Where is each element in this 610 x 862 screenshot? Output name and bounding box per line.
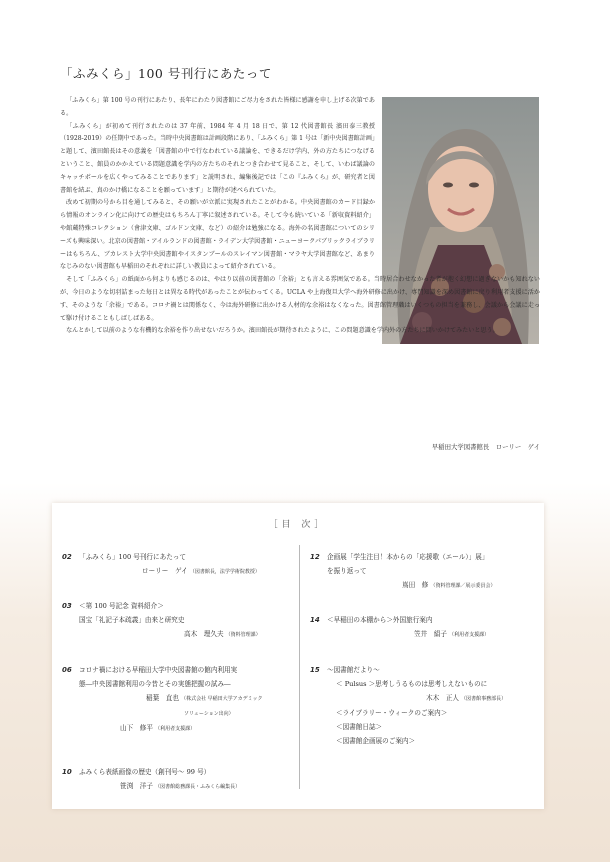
entry-role: （資料管理課／展示委員会） [430,583,496,589]
entry-title: ＜第 100 号記念 資料紹介＞ [79,602,164,610]
entry-author: 嶌田 修 [402,581,429,589]
toc-heading: ［目 次］ [268,520,328,530]
entry-role: ソリューション出向） [184,711,234,717]
toc-entry[interactable] [62,663,292,736]
page-number: 14 [310,616,320,624]
toc-entry[interactable] [62,599,292,642]
toc-entry[interactable] [62,765,292,794]
page-number: 12 [310,553,320,561]
entry-role: （株式会社 早稲田大学アカデミック [181,696,263,702]
page-number: 15 [310,666,320,674]
toc-divider [299,545,300,789]
entry-title: 態―中央図書館利用の今昔とその実態把握の試み― [79,680,231,688]
entry-title: ＜早稲田の本棚から＞外国旅行案内 [327,616,433,624]
entry-author: 高木 理久夫 [184,630,224,638]
entry-title: 国宝「礼記子本疏義」由来と研究史 [79,616,185,624]
entry-role: （図書館事務部長） [461,696,507,702]
toc-entry[interactable] [310,550,540,593]
entry-author: 笹渕 洋子 [120,782,153,790]
paragraph: なんとかして以前のような有機的な余裕を作り出せないだろうか。濱田館長が期待されたように、この問題意識を学内外の方たちに問いかけてみたいと思う。 [66,327,499,335]
toc-entry[interactable] [310,663,540,748]
article-body [60,95,540,338]
page-number: 06 [62,666,72,674]
paragraph: 改めて初期の号から目を通してみると、その願いが立派に実現されたことがわかる。中央図書館のカード目録から情報のオンライン化に向けての歴史はもちろん丁寧に叙述されている。そして今も続いている「新収資料紹介」や館蔵特殊コレクション（會津文庫、ゴルドン文庫、など）の紹介は勉強になる。海外の名図書館についてのシリーズも興味深い。北京の図書館・アイルランドの図書館・ライデン大学図書館・ニューヨークパブリックライブラリーはもちろん、ブカレスト大学中央図書館やイスタンブールのスレイマン図書館・マラヤ大学図書館など、あまりなじみのない図書館も早稲田のそれぞれに詳しい教員によって紹介されている。 [60,199,375,271]
paragraph: そして「ふみくら」の紙面から何よりも感じるのは、やはり以前の図書館の「余裕」とも言える雰囲気である。当時居合わせなかった者が抱く幻想に過ぎないかも知れないが、今日のような切羽詰まった毎日とは異なる時代があったことが伝わってくる。UCLA や上海復旦大学へ海外研修に出かけ、専門知識を深め図書館に戻り利用者支援に活かす、そのような「余裕」である。コロナ禍とは関係なく、今は海外研修に出かける人材的な余裕はなくなった。図書館管理職はいくつもの担当を兼務し、会議から会議に走って駆け付けることもしばしばある。 [60,276,540,322]
entry-subtitle: ＜図書館企画展のご案内＞ [336,737,416,745]
entry-author: 山下 修平 [120,724,153,732]
entry-author: 笠井 絹子 [414,630,447,638]
entry-title: 「ふみくら」100 号刊行にあたって [79,553,186,561]
paragraph: 「ふみくら」が初めて刊行されたのは 37 年前、1984 年 4 月 18 日で、第 12 代図書館長 濱田泰三教授（1928-2019）の任期中であった。当時中央図書館は計画段階にあり、「ふみくら」第 1 号は「新中央図書館計画」と題して、濱田館長はその意義を「図書館の中で行なわれている議論を、できるだけ学内、外の方たちにつなげるということ、館員のかかえている問題意識を学内の方たちのそれとつき合わせて見ること、そして、いわば議論のキャッチボールを広くやってみることであります」と説明され、編集後記では「この『ふみくら』が、研究者と図書館を結ぶ、真のかけ橋になることを願っています」と期待が述べられていた。 [60,122,375,194]
entry-subtitle: ＜ライブラリー・ウィークのご案内＞ [336,709,448,717]
entry-role: （利用者支援課） [449,632,490,638]
page-number: 10 [62,768,72,776]
entry-title: 企画展「学生注目！本からの「応援歌（エール）」展」 [327,553,489,561]
entry-role: （図書館総務課長・ふみくら編集長） [155,784,241,790]
toc-entry[interactable] [310,613,540,642]
entry-role: （利用者支援課） [155,726,196,732]
entry-subtitle: ＜図書館日誌＞ [336,723,383,731]
page-number: 02 [62,553,72,561]
paragraph: 「ふみくら」第 100 号の刊行にあたり、長年にわたり図書館にご尽力をされた皆様に感謝を申し上げる次第である。 [60,97,375,117]
entry-role: （資料管理課） [225,632,261,638]
entry-role: （図書館長，法学学術院教授） [189,569,260,575]
page-number: 03 [62,602,72,610]
entry-author: ローリー ゲイ [142,567,188,575]
entry-subtitle: ＜ Pulsus ＞思考しうるものは思考しえないものに [336,680,488,688]
entry-title: コロナ禍における早稲田大学中央図書館の館内利用実 [79,666,238,674]
entry-author: 稲葉 直也 [146,694,179,702]
table-of-contents [52,503,544,809]
entry-title: ふみくら表紙画像の歴史（創刊号～ 99 号） [79,768,211,776]
page-title: 「ふみくら」100 号刊行にあたって [60,66,272,81]
toc-entry[interactable] [62,550,292,579]
signature: 早稲田大学図書館長 ローリー ゲイ [431,443,540,451]
entry-title: ～図書館だより～ [327,666,380,674]
entry-title: を振り返って [327,567,367,575]
entry-author: 木木 正人 [426,694,459,702]
